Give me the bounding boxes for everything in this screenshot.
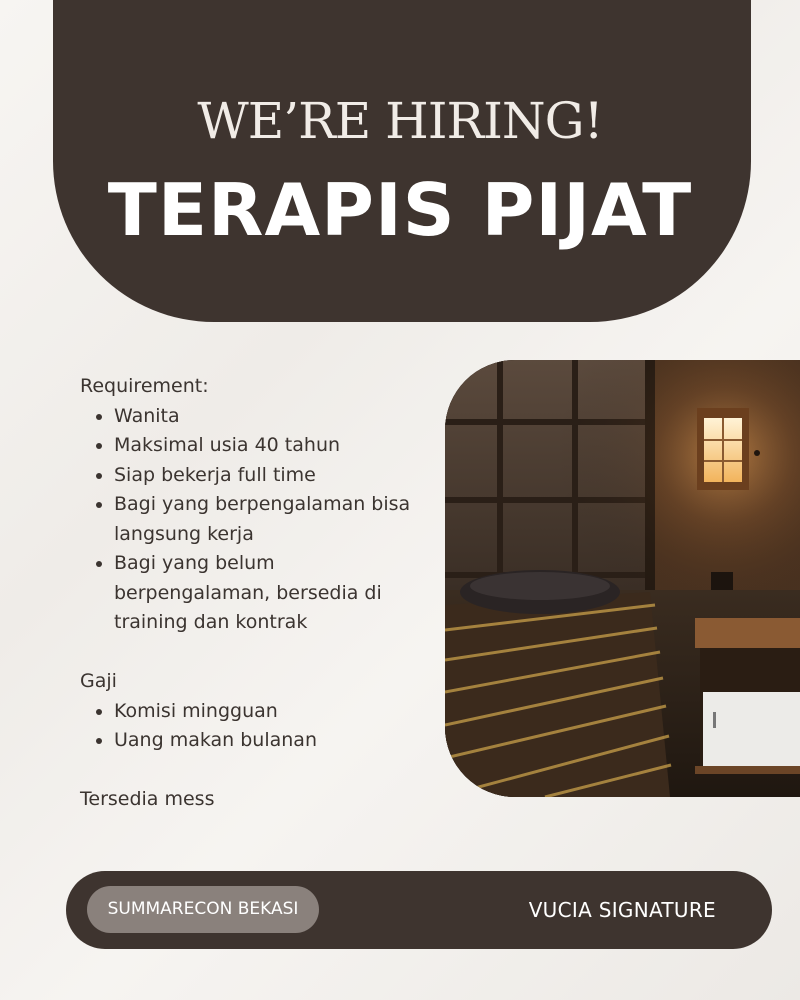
salary-item: • Komisi mingguan (114, 697, 420, 727)
requirement-item: • Bagi yang berpengalaman bisa langsung kerja (114, 490, 420, 549)
requirement-item: • Wanita (114, 402, 420, 432)
job-title: TERAPIS PIJAT (107, 168, 693, 252)
salary-label: Gaji (80, 670, 117, 692)
job-details (80, 372, 420, 815)
location-badge: SUMMARECON BEKASI (87, 886, 319, 933)
brand-name: VUCIA SIGNATURE (528, 898, 716, 922)
requirements-list (80, 402, 420, 638)
hiring-tagline: WE’RE HIRING! (197, 92, 603, 150)
housing-note: Tersedia mess (80, 788, 215, 810)
requirements-label: Requirement: (80, 375, 209, 397)
requirement-item: • Siap bekerja full time (114, 461, 420, 491)
requirement-item: • Bagi yang belum berpengalaman, bersedia di training dan kontrak (114, 549, 420, 638)
header-banner (53, 0, 751, 322)
salary-list (80, 697, 420, 756)
requirement-item: • Maksimal usia 40 tahun (114, 431, 420, 461)
footer-bar (66, 871, 772, 949)
salary-item: • Uang makan bulanan (114, 726, 420, 756)
massage-room-photo (445, 360, 800, 797)
